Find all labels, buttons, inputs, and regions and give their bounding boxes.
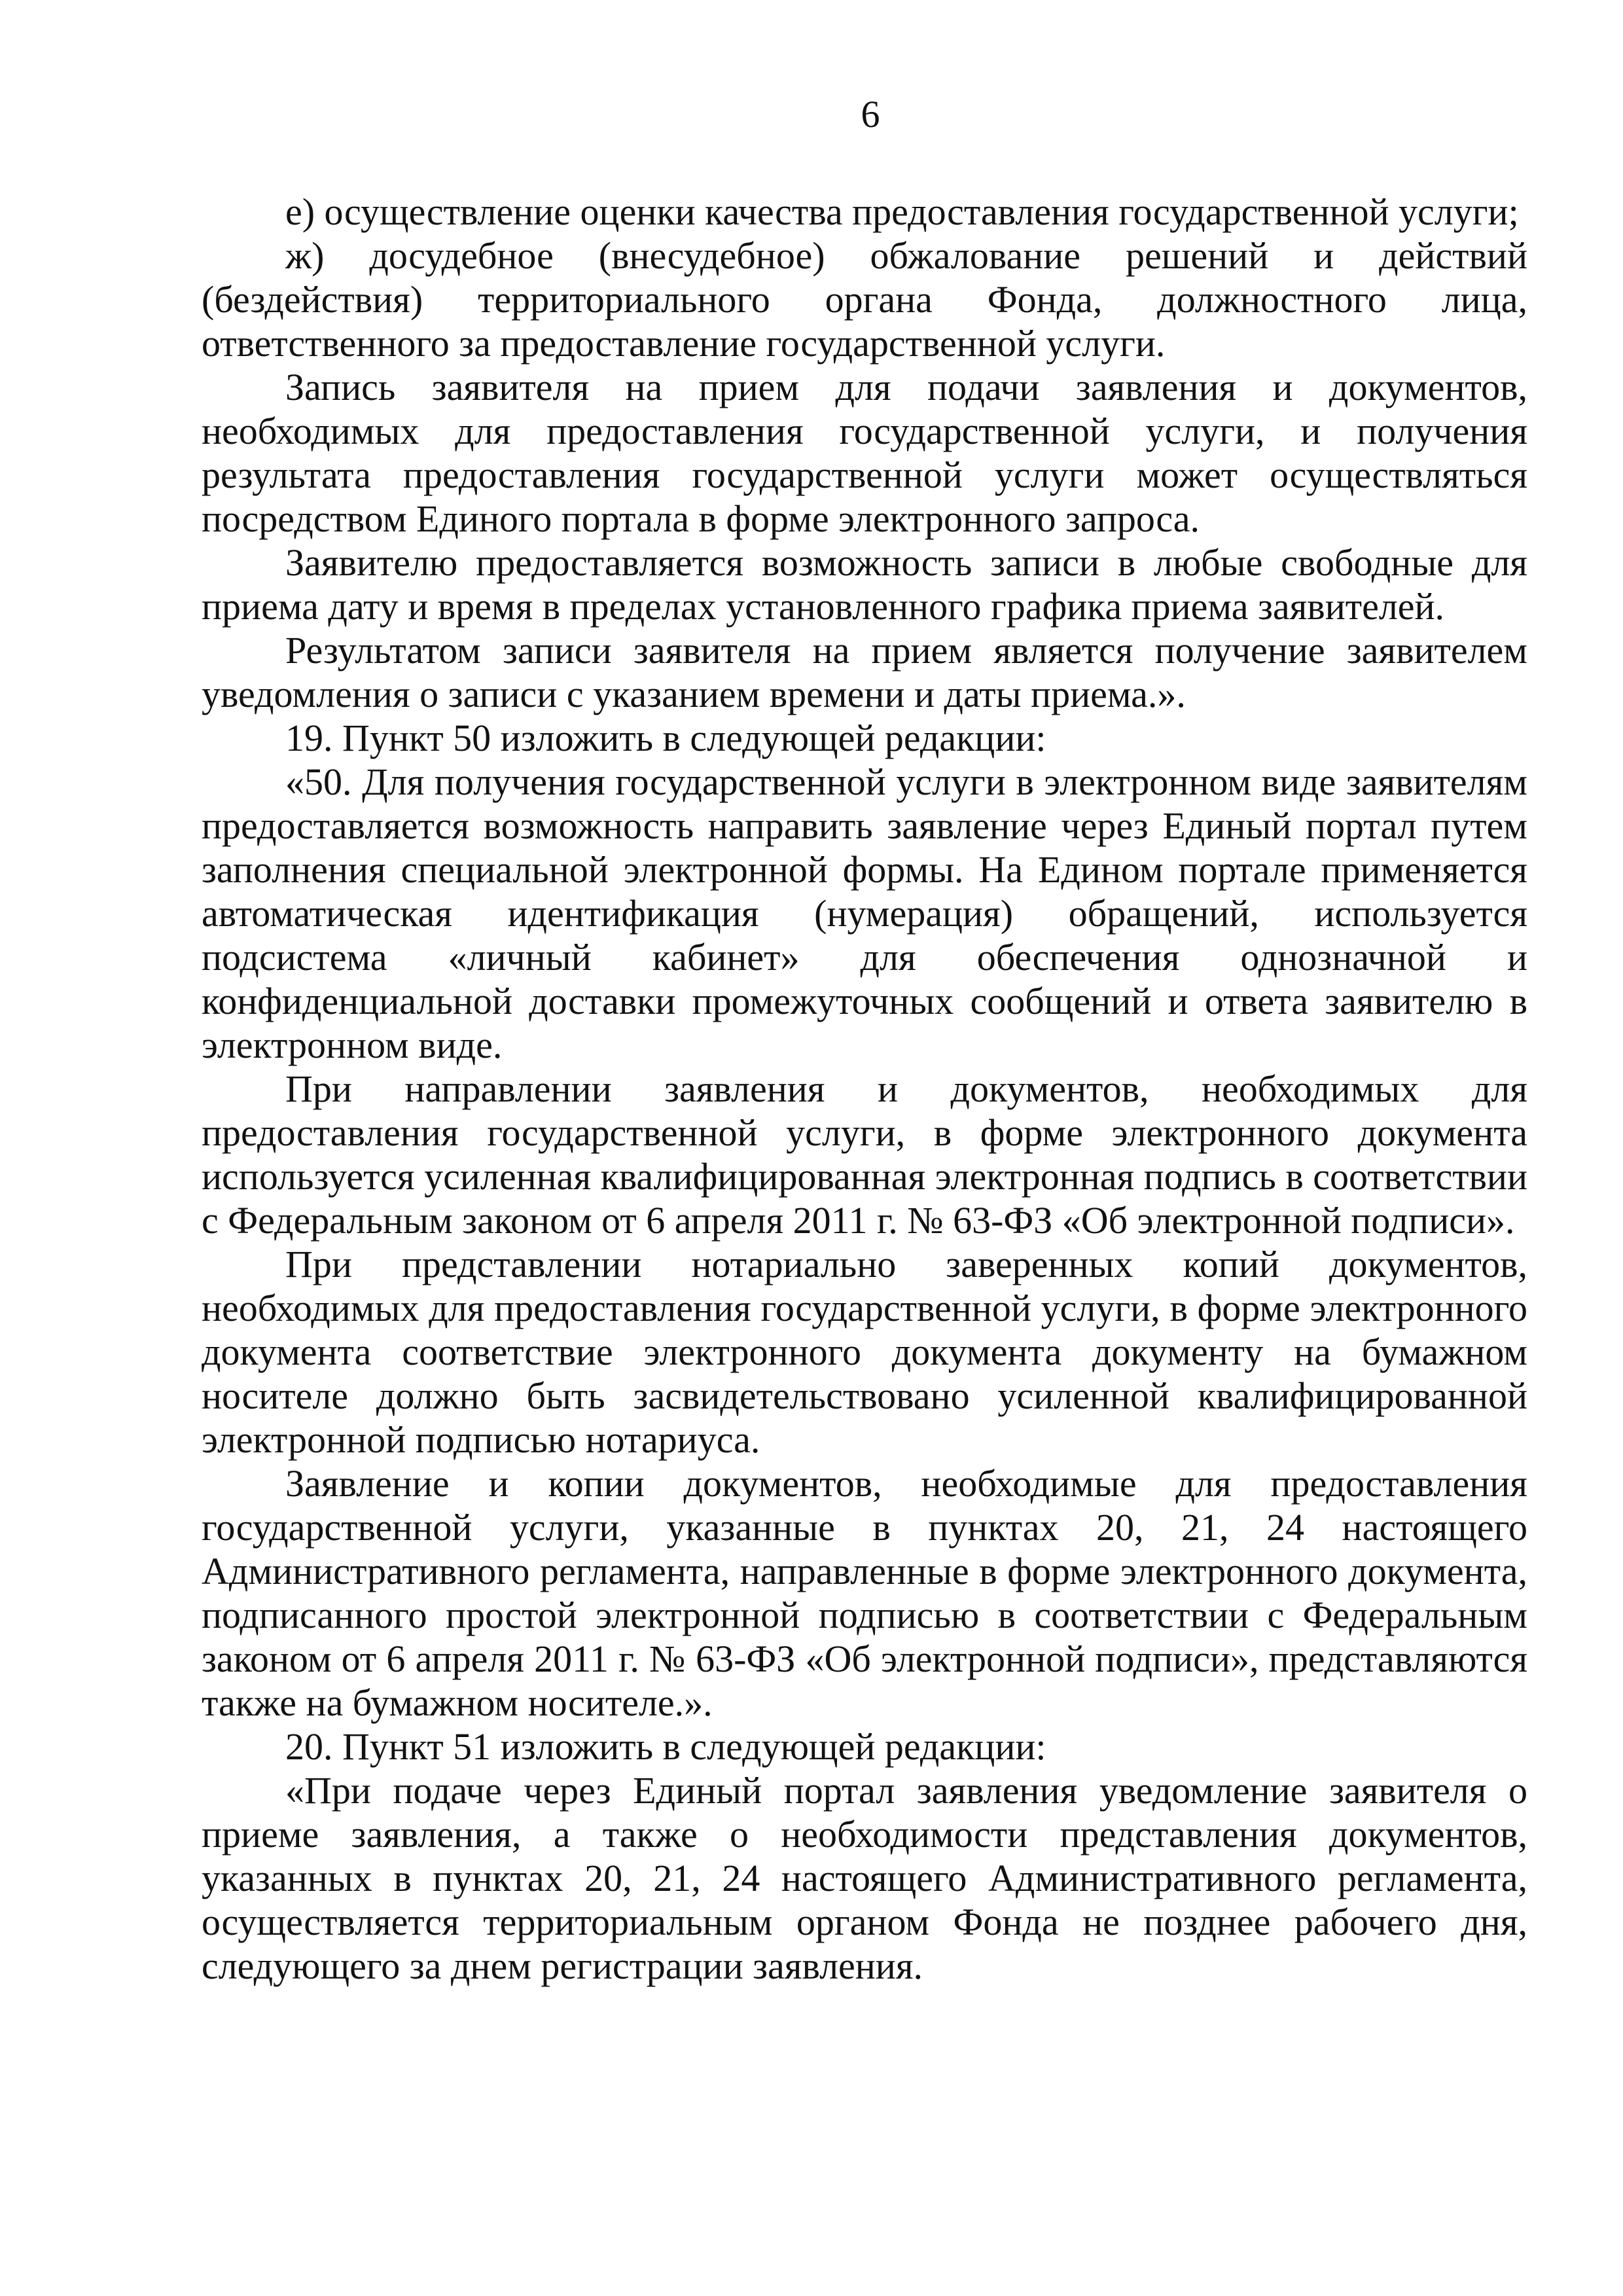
paragraph-item-e: е) осуществление оценки качества предоставления государственной услуги; xyxy=(285,190,1519,233)
paragraph-point-50: «50. Для получения государственной услуги в электронном виде заявителям предоставляется возможность направить заявление через Единый портал путем заполнения специальной электронной формы. На Едином портале применяется автоматическая идентификация (нумерация) обращений, используется подсистема «личный кабинет» для обеспечения однозначной и конфиденциальной доставки промежуточных сообщений и ответа заявителю в электронном виде. xyxy=(202,761,1527,1066)
paragraph-point-51: «При подаче через Единый портал заявления уведомление заявителя о приеме заявления, а также о необходимости представления документов, указанных в пунктах 20, 21, 24 настоящего Административного регламента, осуществляется территориальным органом Фонда не позднее рабочего дня, следующего за днем регистрации заявления. xyxy=(202,1769,1527,1987)
paragraph-appointment-time: Заявителю предоставляется возможность записи в любые свободные для приема дату и время в пределах установленного графика приема заявителей. xyxy=(202,541,1527,628)
paragraph-paper-copies: Заявление и копии документов, необходимые для предоставления государственной услуги, указанные в пунктах 20, 21, 24 настоящего Административного регламента, направленные в форме электронного документа, подписанного простой электронной подписью в соответствии с Федеральным законом от 6 апреля 2011 г. № 63-ФЗ «Об электронной подписи», представляются также на бумажном носителе.». xyxy=(202,1462,1527,1724)
page-number: 6 xyxy=(861,93,880,135)
paragraph-amendment-20: 20. Пункт 51 изложить в следующей редакции: xyxy=(285,1725,1046,1768)
paragraph-notarized-copies: При представлении нотариально заверенных копий документов, необходимых для предоставления государственной услуги, в форме электронного документа соответствие электронного документа документу на бумажном носителе должно быть засвидетельствовано усиленной квалифицированной электронной подписью нотариуса. xyxy=(202,1243,1527,1461)
document-body xyxy=(202,190,1527,1988)
paragraph-item-zh: ж) досудебное (внесудебное) обжалование решений и действий (бездействия) территориального органа Фонда, должностного лица, ответственного за предоставление государственной услуги. xyxy=(202,234,1527,365)
paragraph-appointment-result: Результатом записи заявителя на прием является получение заявителем уведомления о записи с указанием времени и даты приема.». xyxy=(202,629,1527,715)
paragraph-electronic-signature: При направлении заявления и документов, необходимых для предоставления государственной услуги, в форме электронного документа используется усиленная квалифицированная электронная подпись в соответствии с Федеральным законом от 6 апреля 2011 г. № 63-ФЗ «Об электронной подписи». xyxy=(202,1067,1527,1242)
paragraph-appointment-record: Запись заявителя на прием для подачи заявления и документов, необходимых для предоставления государственной услуги, и получения результата предоставления государственной услуги может осуществляться посредством Единого портала в форме электронного запроса. xyxy=(202,366,1527,540)
paragraph-amendment-19: 19. Пункт 50 изложить в следующей редакции: xyxy=(285,717,1046,759)
